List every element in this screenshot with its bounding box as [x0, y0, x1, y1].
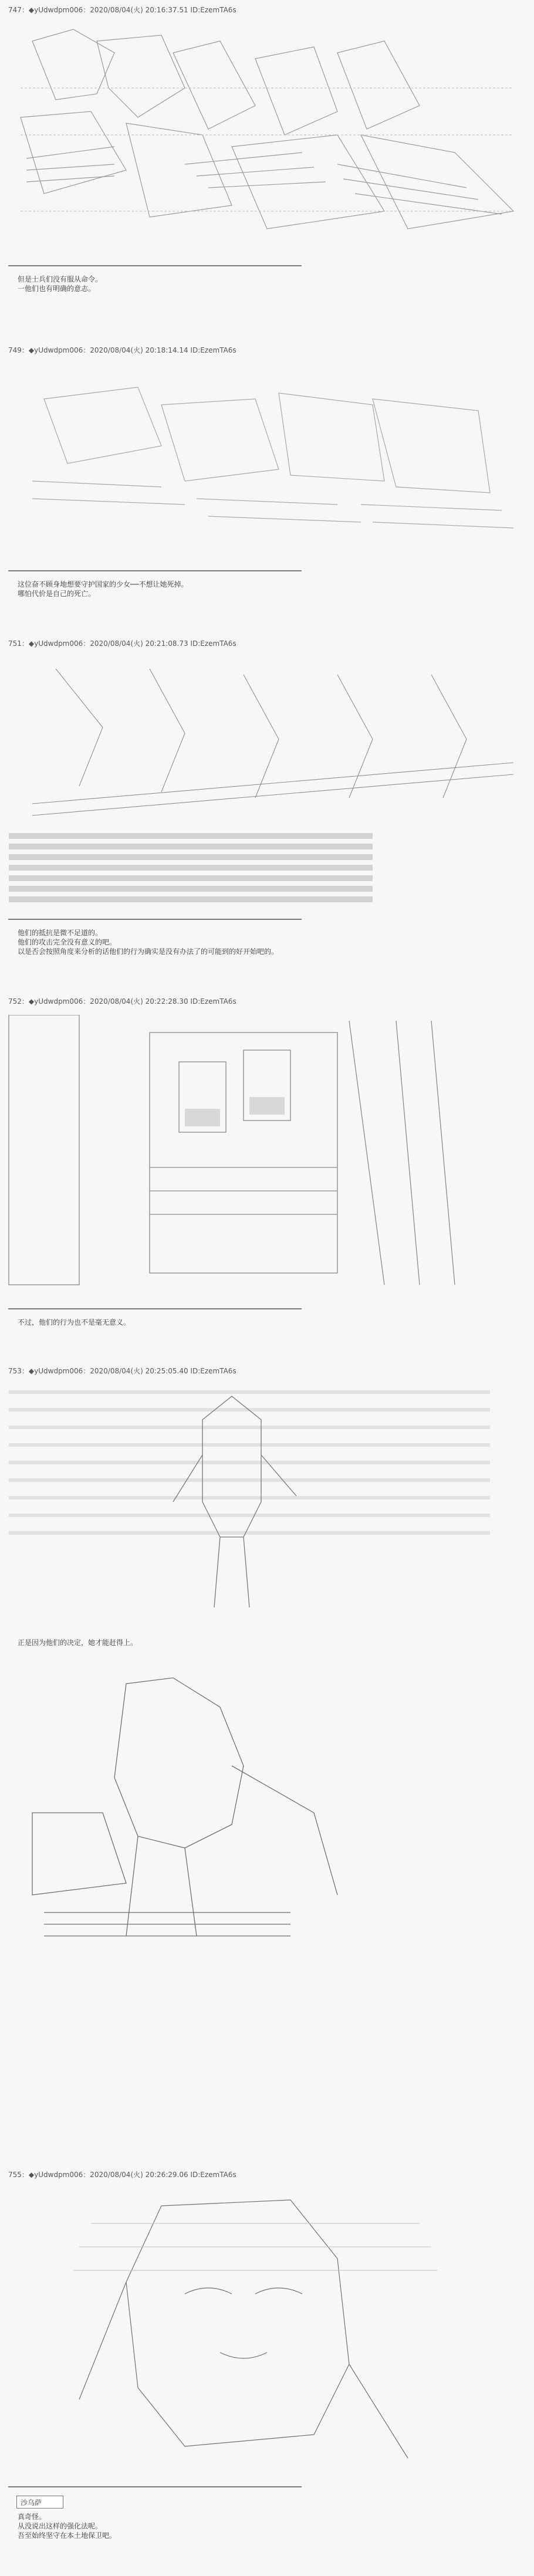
post-caption: 真奇怪。 从没说出这样的强化法呢。 吾至始终坚守在本土地保卫吧。	[18, 2513, 117, 2540]
post-header: 749：◆yUdwdpm006：2020/08/04(火) 20:18:14.14 ID:EzemTA6s	[8, 346, 236, 354]
post-header: 752：◆yUdwdpm006：2020/08/04(火) 20:22:28.30 ID:EzemTA6s	[8, 997, 236, 1006]
ascii-art-soldiers-shooting	[8, 657, 526, 909]
post-header: 747：◆yUdwdpm006：2020/08/04(火) 20:16:37.51 ID:EzemTA6s	[8, 6, 236, 14]
post-divider	[8, 570, 302, 571]
ascii-art-soldiers-running	[8, 364, 526, 551]
ascii-art-soldiers-charge	[8, 18, 526, 246]
post-caption: 但是士兵们没有服从命令。 一他们也有明确的意志。	[18, 275, 103, 293]
speaker-name-box: 沙乌萨	[16, 2496, 63, 2509]
post-caption: 正是因为他们的决定，她才能赶得上。	[18, 1639, 138, 1647]
ascii-art-battlefield-figure	[8, 1385, 526, 1631]
post-divider	[8, 919, 302, 920]
post-header: 753：◆yUdwdpm006：2020/08/04(火) 20:25:05.40 ID:EzemTA6s	[8, 1367, 236, 1375]
post-divider	[8, 265, 302, 266]
post-caption: 不过，他们的行为也不是毫无意义。	[18, 1318, 131, 1326]
post-header: 751：◆yUdwdpm006：2020/08/04(火) 20:21:08.73 ID:EzemTA6s	[8, 639, 236, 648]
ascii-art-knight-silhouette	[8, 1660, 526, 1965]
post-divider	[8, 2486, 302, 2487]
post-header: 755：◆yUdwdpm006：2020/08/04(火) 20:26:29.06 ID:EzemTA6s	[8, 2171, 236, 2179]
ascii-art-castle-interior	[8, 1015, 526, 1297]
post-divider	[8, 1308, 302, 1309]
post-caption: 这位奋不顾身地想要守护国家的少女──不想让她死掉。 哪怕代价是自己的死亡。	[18, 580, 188, 598]
post-caption: 他们的抵抗是微不足道的。 他们的攻击完全没有意义的吧。 以是否会按照角度来分析的话他们的行为确实是没有办法了的可能到的好开始吧的。	[18, 929, 279, 956]
ascii-art-girl-portrait	[8, 2188, 526, 2476]
